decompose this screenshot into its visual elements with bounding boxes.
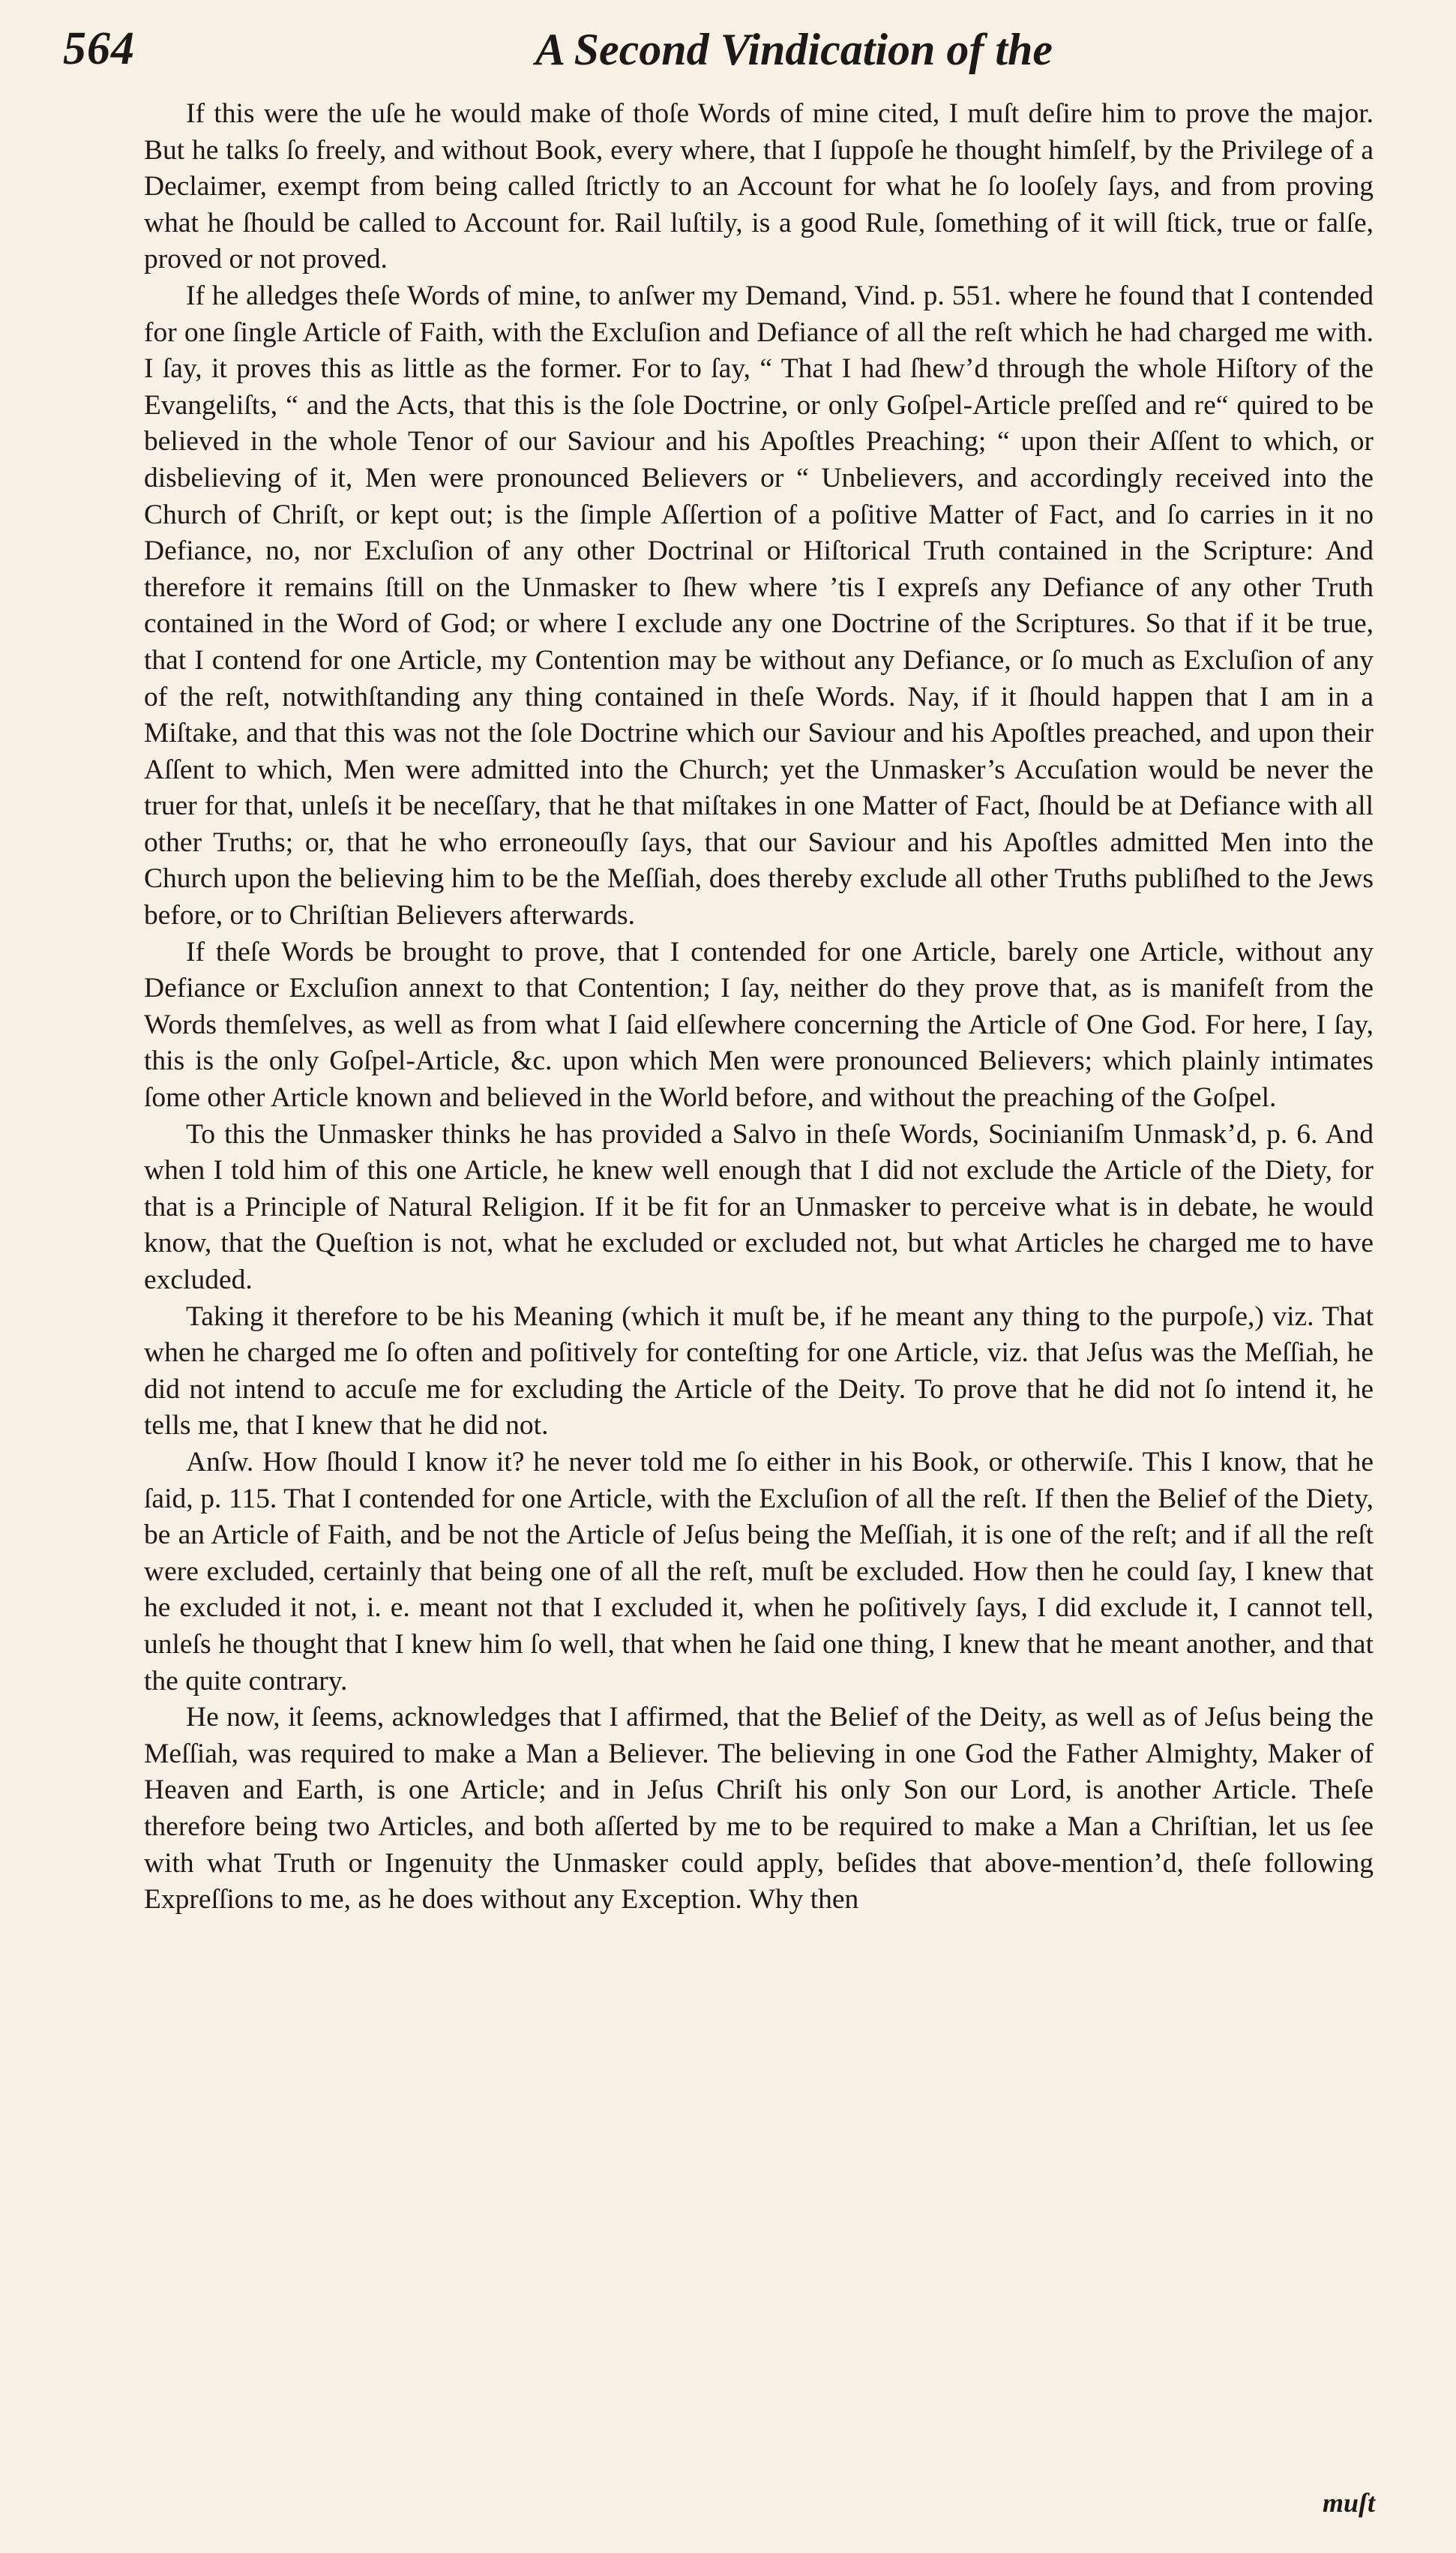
paragraph: Taking it therefore to be his Meaning (which it muſt be, if he meant any thing to the purpoſe,) viz. That when he charged me ſo often and poſitively for conteſting for one Article, viz. that Jeſus was the Meſſiah, he did not intend to accuſe me for excluding the Article of the Deity. To prove that he did not ſo intend it, he tells me, that I knew that he did not. (144, 1300, 1374, 1442)
body-text (144, 96, 1374, 1918)
paragraph: To this the Unmasker thinks he has provided a Salvo in theſe Words, Socinianiſm Unmask’d, p. 6. And when I told him of this one Article, he knew well enough that I did not exclude the Article of the Diety, for that is a Principle of Natural Religion. If it be fit for an Unmasker to perceive what is in debate, he would know, that the Queſtion is not, what he excluded or excluded not, but what Articles he charged me to have excluded. (144, 1118, 1374, 1295)
page-number: 564 (63, 23, 135, 74)
running-title: A Second Vindication of the (535, 25, 1053, 74)
page-header (63, 22, 1435, 90)
paragraph: He now, it ſeems, acknowledges that I affirmed, that the Belief of the Deity, as well as of Jeſus being the Meſſiah, was required to make a Man a Believer. The believing in one God the Father Almighty, Maker of Heaven and Earth, is one Article; and in Jeſus Chriſt his only Son our Lord, is another Article. Theſe therefore being two Articles, and both aſſerted by me to be required to make a Man a Chriſtian, let us ſee with what Truth or Ingenuity the Unmasker could apply, beſides that above-mention’d, theſe following Expreſſions to me, as he does without any Exception. Why then (144, 1702, 1374, 1916)
paragraph: If he alledges theſe Words of mine, to anſwer my Demand, Vind. p. 551. where he found that I contended for one ſingle Article of Faith, with the Excluſion and Defiance of all the reſt which he had charged me with. I ſay, it proves this as little as the former. For to ſay, “ That I had ſhew’d through the whole Hiſtory of the Evangeliſts, “ and the Acts, that this is the ſole Doctrine, or only Goſpel-Article preſſed and re“ quired to be believed in the whole Tenor of our Saviour and his Apoſtles Preaching; “ upon their Aſſent to which, or disbelieving of it, Men were pronounced Believers or “ Unbelievers, and accordingly received into the Church of Chriſt, or kept out; is the ſimple Aſſertion of a poſitive Matter of Fact, and ſo carries in it no Defiance, no, nor Excluſion of any other Doctrinal or Hiſtorical Truth contained in the Scripture: And therefore it remains ſtill on the Unmasker to ſhew where ’tis I expreſs any Defiance of any other Truth contained in the Word of God; or where I exclude any one Doctrine of the Scriptures. So that if it be true, that I contend for one Article, my Contention may be without any Defiance, or ſo much as Excluſion of any of the reſt, notwithſtanding any thing contained in theſe Words. Nay, if it ſhould happen that I am in a Miſtake, and that this was not the ſole Doctrine which our Saviour and his Apoſtles preached, and upon their Aſſent to which, Men were admitted into the Church; yet the Unmasker’s Accuſation would be never the truer for that, unleſs it be neceſſary, that he that miſtakes in one Matter of Fact, ſhould be at Defiance with all other Truths; or, that he who erroneouſly ſays, that our Saviour and his Apoſtles admitted Men into the Church upon the believing him to be the Meſſiah, does thereby exclude all other Truths publiſhed to the Jews before, or to Chriſtian Believers afterwards. (144, 280, 1374, 932)
paragraph: If this were the uſe he would make of thoſe Words of mine cited, I muſt deſire him to prove the major. But he talks ſo freely, and without Book, every where, that I ſuppoſe he thought himſelf, by the Privilege of a Declaimer, exempt from being called ſtrictly to an Account for what he ſo looſely ſays, and from proving what he ſhould be called to Account for. Rail luſtily, is a good Rule, ſomething of it will ſtick, true or falſe, proved or not proved. (144, 98, 1374, 275)
paragraph: If theſe Words be brought to prove, that I contended for one Article, barely one Article, without any Defiance or Excluſion annext to that Contention; I ſay, neither do they prove that, as is manifeſt from the Words themſelves, as well as from what I ſaid elſewhere concerning the Article of One God. For here, I ſay, this is the only Goſpel-Article, &c. upon which Men were pronounced Believers; which plainly intimates ſome other Article known and believed in the World before, and without the preaching of the Goſpel. (144, 936, 1374, 1114)
paragraph: Anſw. How ſhould I know it? he never told me ſo either in his Book, or otherwiſe. This I know, that he ſaid, p. 115. That I contended for one Article, with the Excluſion of all the reſt. If then the Belief of the Diety, be an Article of Faith, and be not the Article of Jeſus being the Meſſiah, it is one of the reſt; and if all the reſt were excluded, certainly that being one of all the reſt, muſt be excluded. How then he could ſay, I knew that he excluded it not, i. e. meant not that I excluded it, when he poſitively ſays, I did exclude it, I cannot tell, unleſs he thought that I knew him ſo well, that when he ſaid one thing, I knew that he meant another, and that the quite contrary. (144, 1446, 1374, 1696)
catchword: muſt (1322, 2488, 1375, 2518)
